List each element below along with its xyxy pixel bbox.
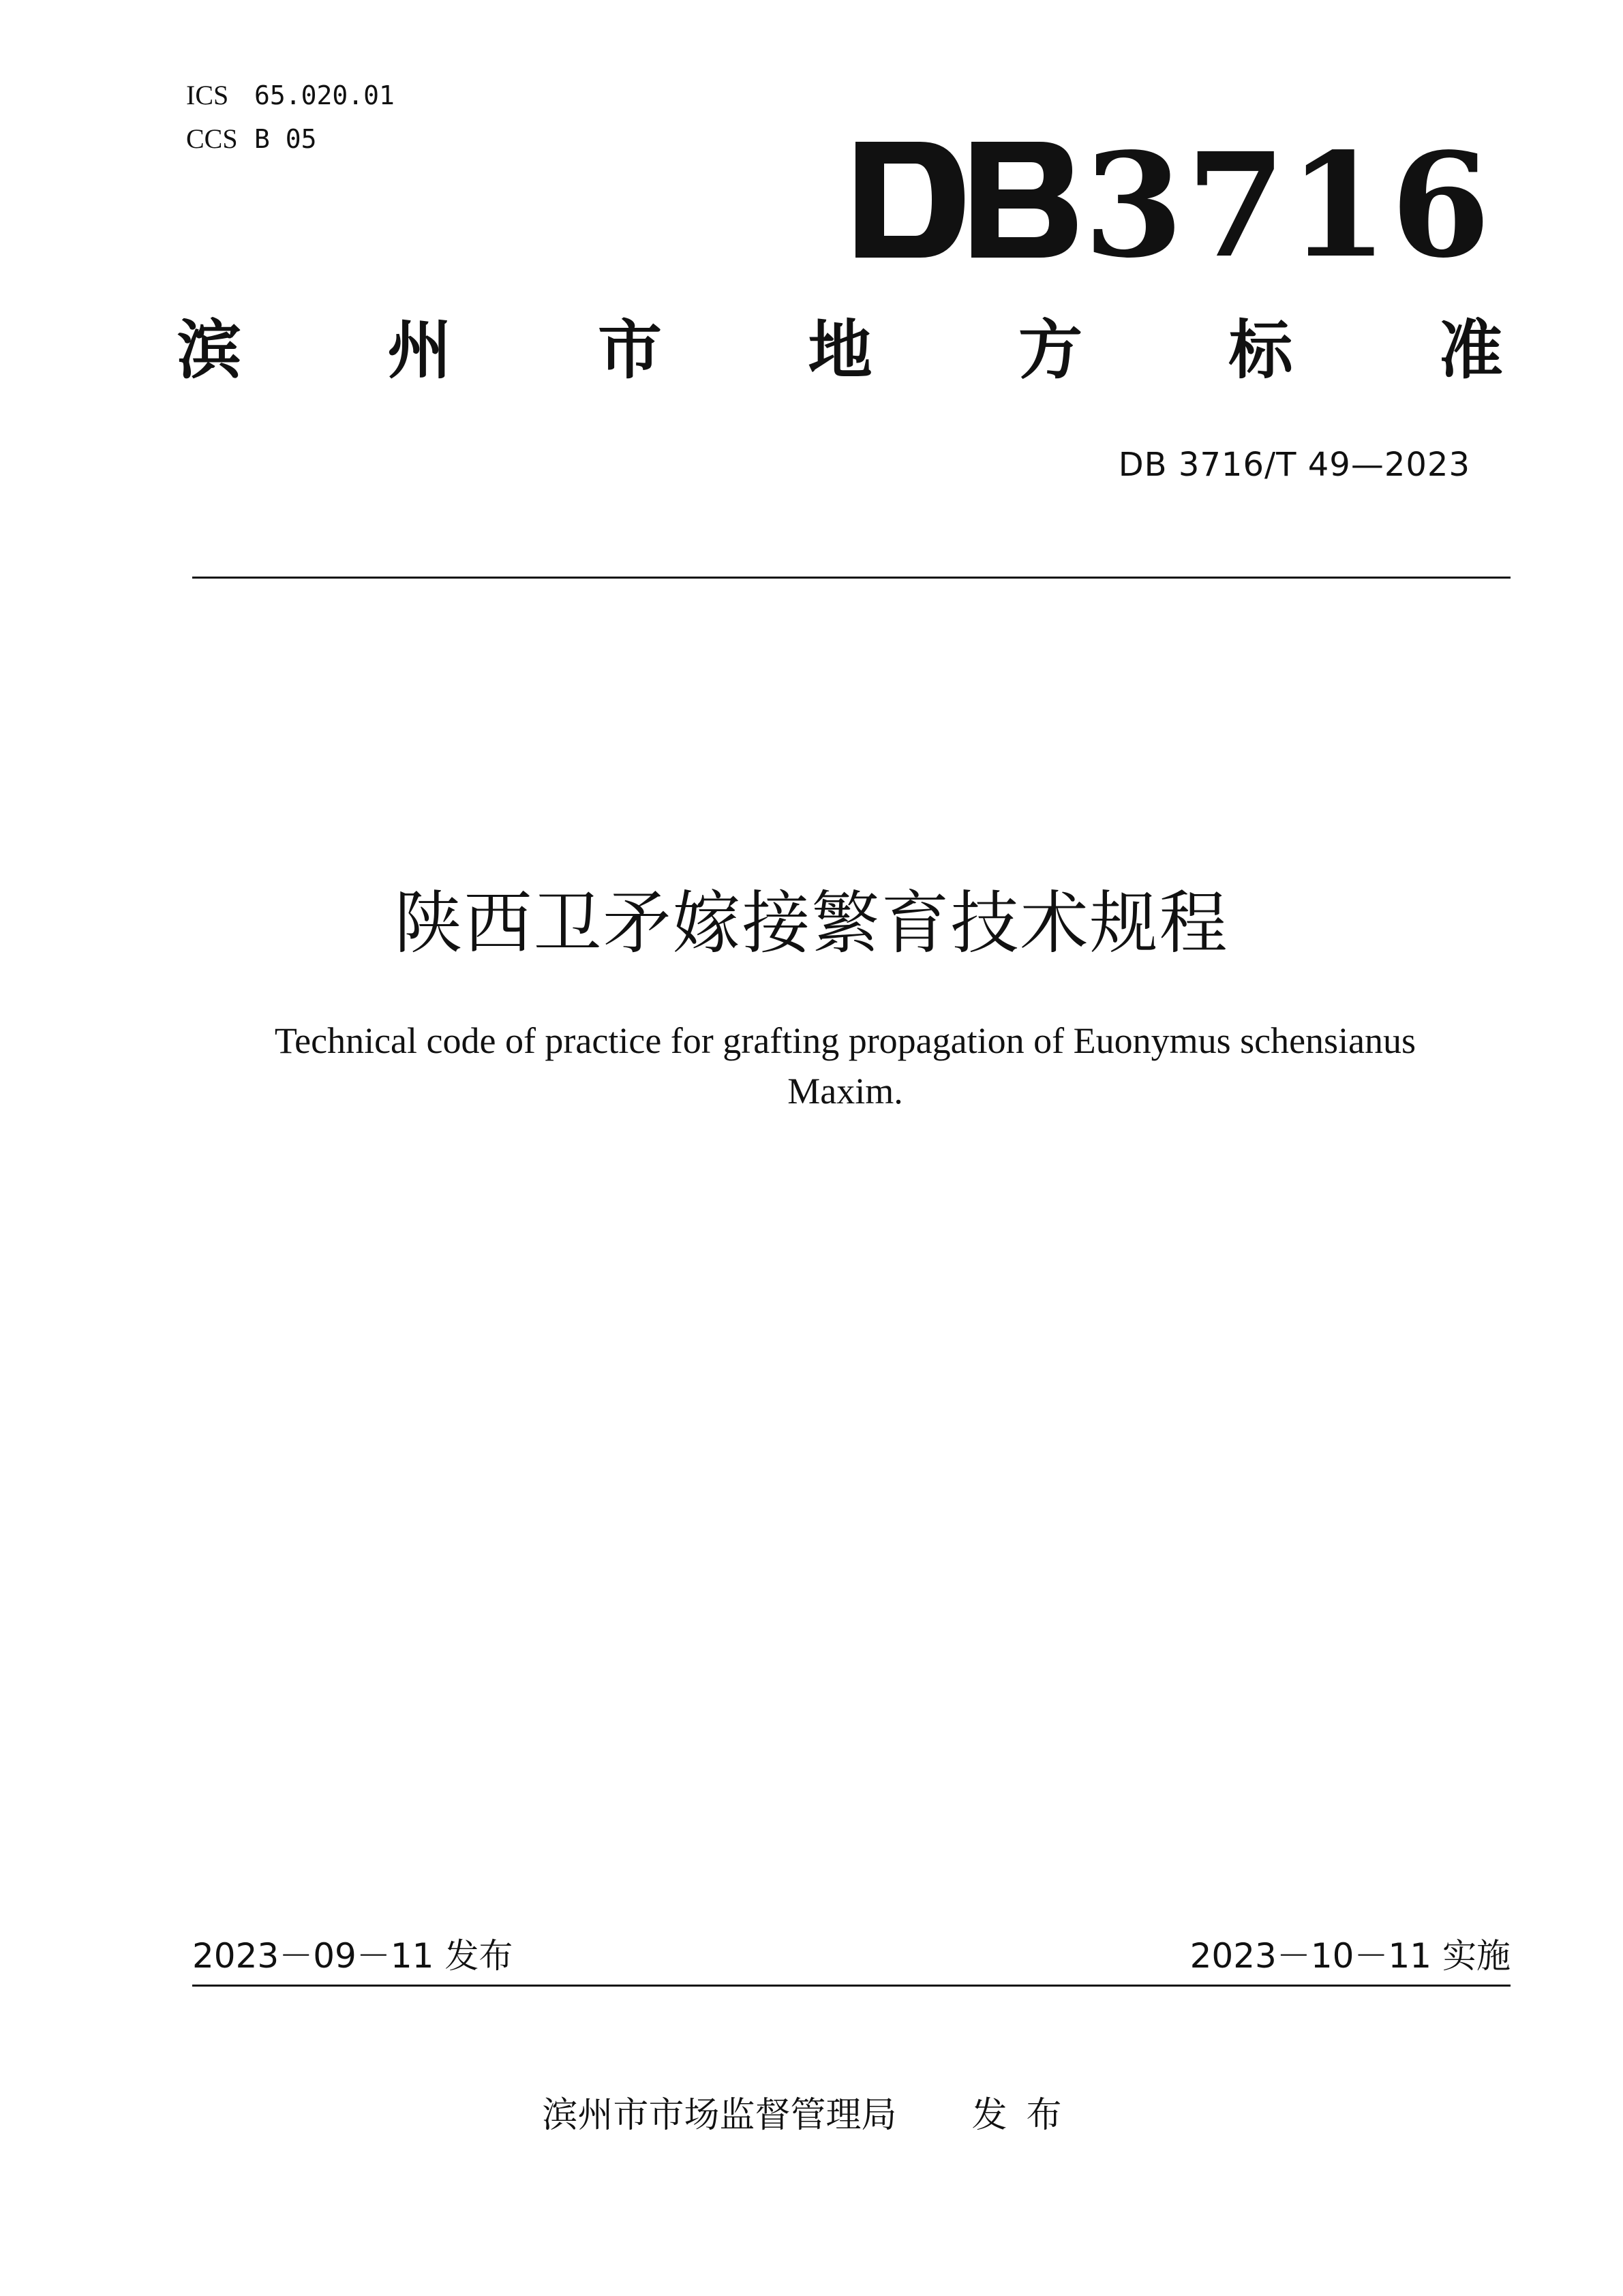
standard-type-char: 准 bbox=[1438, 313, 1503, 388]
standard-type-char: 标 bbox=[1228, 313, 1293, 388]
ccs-row bbox=[186, 117, 395, 161]
classification-codes bbox=[186, 74, 395, 161]
implementation-date: 2023－10－11 实施 bbox=[1189, 1936, 1511, 1976]
issuer-line bbox=[0, 2092, 1623, 2139]
standard-type-char: 市 bbox=[597, 313, 662, 388]
bottom-divider bbox=[192, 1985, 1511, 1987]
issuer-name: 滨州市市场监督管理局 bbox=[542, 2095, 897, 2136]
db3716-logo bbox=[855, 121, 1493, 290]
ics-value: 65.020.01 bbox=[254, 80, 395, 110]
top-divider bbox=[192, 577, 1511, 579]
ics-row bbox=[186, 74, 395, 117]
document-title-english: Technical code of practice for grafting propagation of Euonymus schensianus Maxim. bbox=[274, 1020, 1416, 1112]
standard-type-char: 州 bbox=[387, 313, 452, 388]
release-date: 2023－09－11 发布 bbox=[192, 1936, 513, 1976]
standard-type-char: 滨 bbox=[177, 313, 242, 388]
standard-type-title bbox=[177, 310, 1503, 392]
standard-number: DB 3716/T 49—2023 bbox=[1118, 446, 1470, 484]
standard-type-char: 地 bbox=[808, 313, 873, 388]
standard-type-char: 方 bbox=[1018, 313, 1082, 388]
ccs-label: CCS bbox=[186, 123, 238, 154]
ics-label: ICS bbox=[186, 80, 229, 110]
svg-text:3716: 3716 bbox=[1084, 121, 1493, 290]
ccs-value: B 05 bbox=[254, 124, 317, 154]
issuer-action: 发布 bbox=[971, 2095, 1081, 2136]
document-title-chinese: 陕西卫矛嫁接繁育技术规程 bbox=[394, 883, 1229, 963]
